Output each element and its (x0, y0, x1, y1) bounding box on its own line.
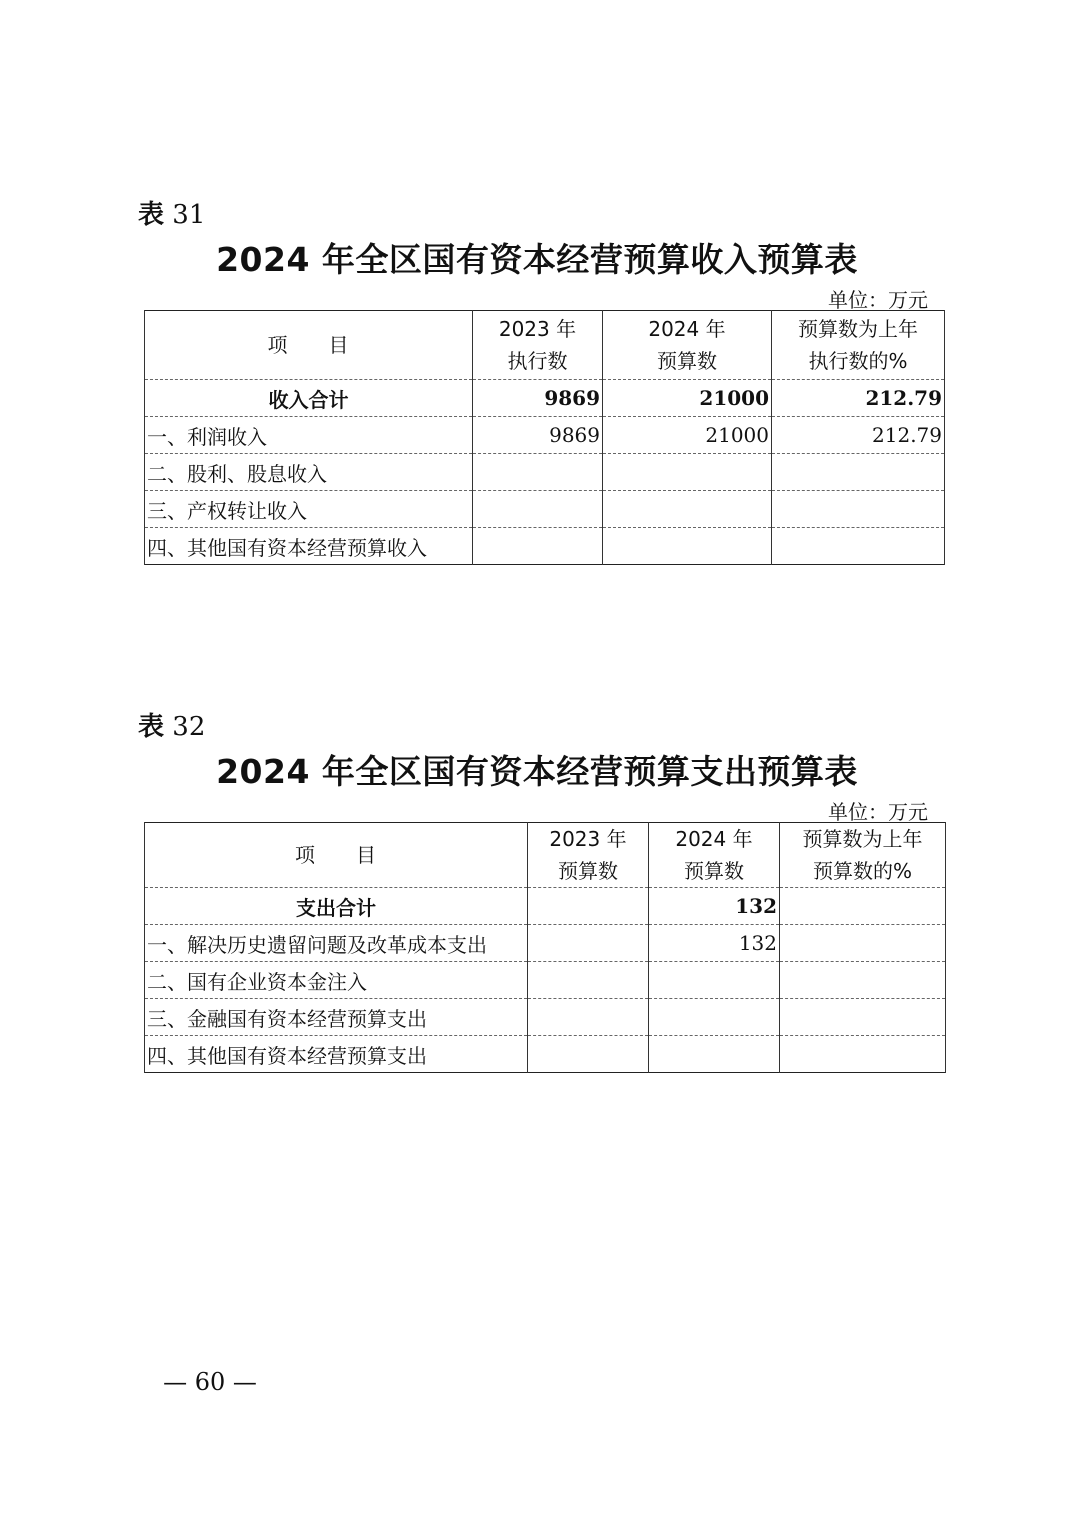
cell-2023 (528, 999, 649, 1036)
header-percent-line1: 预算数为上年 (798, 317, 918, 341)
header-item-a: 项 (295, 843, 316, 867)
cell-2024: 21000 (603, 417, 772, 454)
header-2023 (528, 823, 649, 888)
row-name: 三、金融国有资本经营预算支出 (145, 999, 528, 1036)
cell-percent (780, 962, 946, 999)
table-row (145, 999, 946, 1036)
table-label-char: 表 (138, 200, 165, 230)
table-31-label (138, 194, 205, 231)
table-32-unit: 单位：万元 (828, 800, 928, 824)
cell-percent (780, 888, 946, 925)
row-name: 一、利润收入 (145, 417, 473, 454)
cell-2023: 9869 (473, 417, 603, 454)
expenditure-budget-table (144, 822, 946, 1073)
header-percent (772, 311, 945, 380)
header-item (145, 311, 473, 380)
revenue-budget-table (144, 310, 945, 565)
header-item-b: 目 (328, 333, 350, 357)
row-name: 四、其他国有资本经营预算收入 (145, 528, 473, 565)
table-row (145, 454, 945, 491)
table-31-title: 2024 年全区国有资本经营预算收入预算表 (216, 240, 858, 279)
header-2024-line1: 2024 年 (648, 317, 726, 341)
header-percent-line2: 执行数的% (808, 349, 908, 373)
header-percent (780, 823, 946, 888)
header-2023-line2: 执行数 (507, 349, 568, 373)
cell-percent (780, 1036, 946, 1073)
table-header-row (145, 823, 946, 888)
table-32-title: 2024 年全区国有资本经营预算支出预算表 (216, 752, 858, 791)
header-2023-line1: 2023 年 (498, 317, 577, 341)
cell-percent (772, 454, 945, 491)
cell-2023 (528, 1036, 649, 1073)
cell-2024 (649, 962, 780, 999)
cell-percent: 212.79 (772, 417, 945, 454)
cell-2023: 9869 (473, 380, 603, 417)
header-2024-line2: 预算数 (657, 349, 717, 373)
table-row (145, 491, 945, 528)
cell-percent: 212.79 (772, 380, 945, 417)
cell-2024 (603, 491, 772, 528)
table-label-number: 31 (172, 200, 206, 230)
cell-2023 (473, 454, 603, 491)
header-2024 (649, 823, 780, 888)
table-31-unit: 单位：万元 (828, 288, 928, 312)
header-percent-line2: 预算数的% (812, 859, 912, 883)
cell-2024: 21000 (603, 380, 772, 417)
table-row (145, 528, 945, 565)
cell-percent (780, 999, 946, 1036)
header-2023-line1: 2023 年 (549, 827, 627, 851)
row-name: 四、其他国有资本经营预算支出 (145, 1036, 528, 1073)
table-row-total (145, 380, 945, 417)
cell-2023 (528, 962, 649, 999)
header-item-b: 目 (356, 843, 377, 867)
cell-percent (780, 925, 946, 962)
table-row (145, 962, 946, 999)
table-label-char: 表 (138, 712, 165, 742)
header-2024 (603, 311, 772, 380)
page-number: — 60 — (163, 1368, 257, 1396)
cell-2023 (473, 528, 603, 565)
header-percent-line1: 预算数为上年 (802, 827, 923, 851)
row-name: 一、解决历史遗留问题及改革成本支出 (145, 925, 528, 962)
header-item-a: 项 (267, 333, 289, 357)
header-2024-line2: 预算数 (684, 859, 744, 883)
table-row (145, 1036, 946, 1073)
header-2023 (473, 311, 603, 380)
table-row-total (145, 888, 946, 925)
row-name: 三、产权转让收入 (145, 491, 473, 528)
row-name: 收入合计 (145, 380, 473, 417)
header-2023-line2: 预算数 (558, 859, 618, 883)
table-label-number: 32 (172, 712, 206, 742)
header-2024-line1: 2024 年 (675, 827, 753, 851)
cell-2023 (528, 888, 649, 925)
cell-2024 (649, 1036, 780, 1073)
table-header-row (145, 311, 945, 380)
table-32-label (138, 706, 205, 743)
cell-2023 (528, 925, 649, 962)
cell-2024 (649, 999, 780, 1036)
cell-percent (772, 491, 945, 528)
row-name: 二、国有企业资本金注入 (145, 962, 528, 999)
cell-2024 (603, 528, 772, 565)
cell-percent (772, 528, 945, 565)
table-row (145, 417, 945, 454)
cell-2024: 132 (649, 925, 780, 962)
cell-2024 (603, 454, 772, 491)
cell-2024: 132 (649, 888, 780, 925)
row-name: 二、股利、股息收入 (145, 454, 473, 491)
cell-2023 (473, 491, 603, 528)
row-name: 支出合计 (145, 888, 528, 925)
table-row (145, 925, 946, 962)
header-item (145, 823, 528, 888)
